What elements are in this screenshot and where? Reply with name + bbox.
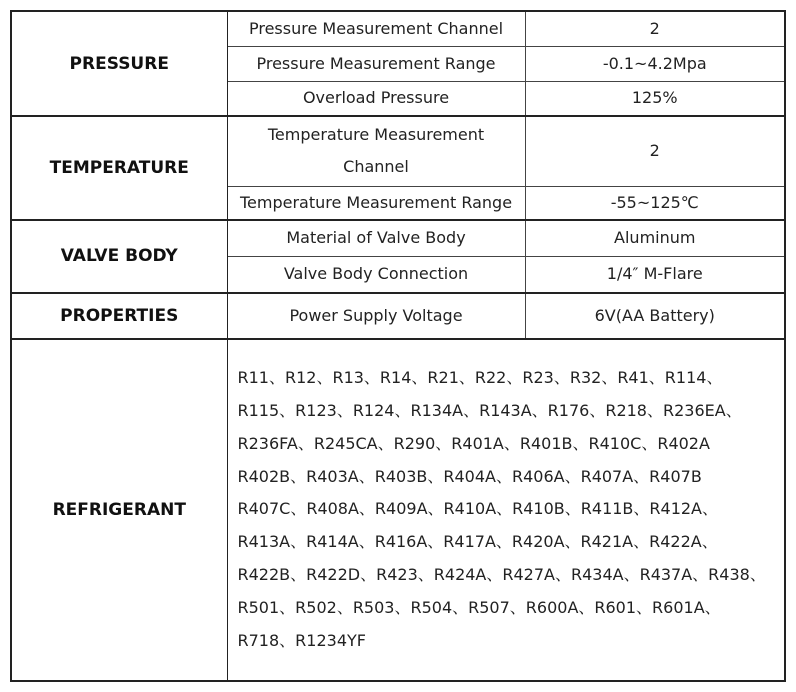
spec-table bbox=[10, 10, 786, 682]
spec-value: 2 bbox=[525, 11, 785, 46]
refrigerant-line: R413A、R414A、R416A、R417A、R420A、R421A、R422A、 bbox=[237, 532, 718, 552]
spec-name: Temperature Measurement Channel bbox=[227, 116, 525, 186]
spec-value: -55~125℃ bbox=[525, 186, 785, 220]
spec-name: Overload Pressure bbox=[227, 81, 525, 116]
table-row bbox=[11, 293, 785, 339]
refrigerant-list bbox=[227, 339, 785, 682]
refrigerant-line: R115、R123、R124、R134A、R143A、R176、R218、R236EA、 bbox=[237, 400, 742, 420]
spec-name: Pressure Measurement Range bbox=[227, 46, 525, 81]
table-row bbox=[11, 339, 785, 682]
spec-name: Pressure Measurement Channel bbox=[227, 11, 525, 46]
spec-value: 125% bbox=[525, 81, 785, 116]
refrigerant-line: R236FA、R245CA、R290、R401A、R401B、R410C、R402A bbox=[237, 433, 710, 453]
refrigerant-line: R402B、R403A、R403B、R404A、R406A、R407A、R407B bbox=[237, 466, 702, 486]
spec-name: Valve Body Connection bbox=[227, 257, 525, 293]
category-refrigerant: REFRIGERANT bbox=[11, 339, 227, 682]
spec-value: 6V(AA Battery) bbox=[525, 293, 785, 339]
refrigerant-line: R11、R12、R13、R14、R21、R22、R23、R32、R41、R114、 bbox=[237, 368, 723, 388]
table-row bbox=[11, 220, 785, 257]
table-row bbox=[11, 116, 785, 186]
spec-value: Aluminum bbox=[525, 220, 785, 257]
category-valve-body: VALVE BODY bbox=[11, 220, 227, 293]
spec-name: Temperature Measurement Range bbox=[227, 186, 525, 220]
refrigerant-line: R718、R1234YF bbox=[237, 630, 366, 650]
category-temperature: TEMPERATURE bbox=[11, 116, 227, 220]
spec-value: -0.1~4.2Mpa bbox=[525, 46, 785, 81]
refrigerant-line: R407C、R408A、R409A、R410A、R410B、R411B、R412A、 bbox=[237, 499, 719, 519]
spec-value: 1/4″ M-Flare bbox=[525, 257, 785, 293]
spec-name: Power Supply Voltage bbox=[227, 293, 525, 339]
category-properties: PROPERTIES bbox=[11, 293, 227, 339]
category-pressure: PRESSURE bbox=[11, 11, 227, 116]
spec-value: 2 bbox=[525, 116, 785, 186]
refrigerant-line: R501、R502、R503、R504、R507、R600A、R601、R601A、 bbox=[237, 597, 721, 617]
table-row bbox=[11, 11, 785, 46]
refrigerant-line: R422B、R422D、R423、R424A、R427A、R434A、R437A、R438、 bbox=[237, 564, 766, 584]
spec-name: Material of Valve Body bbox=[227, 220, 525, 257]
